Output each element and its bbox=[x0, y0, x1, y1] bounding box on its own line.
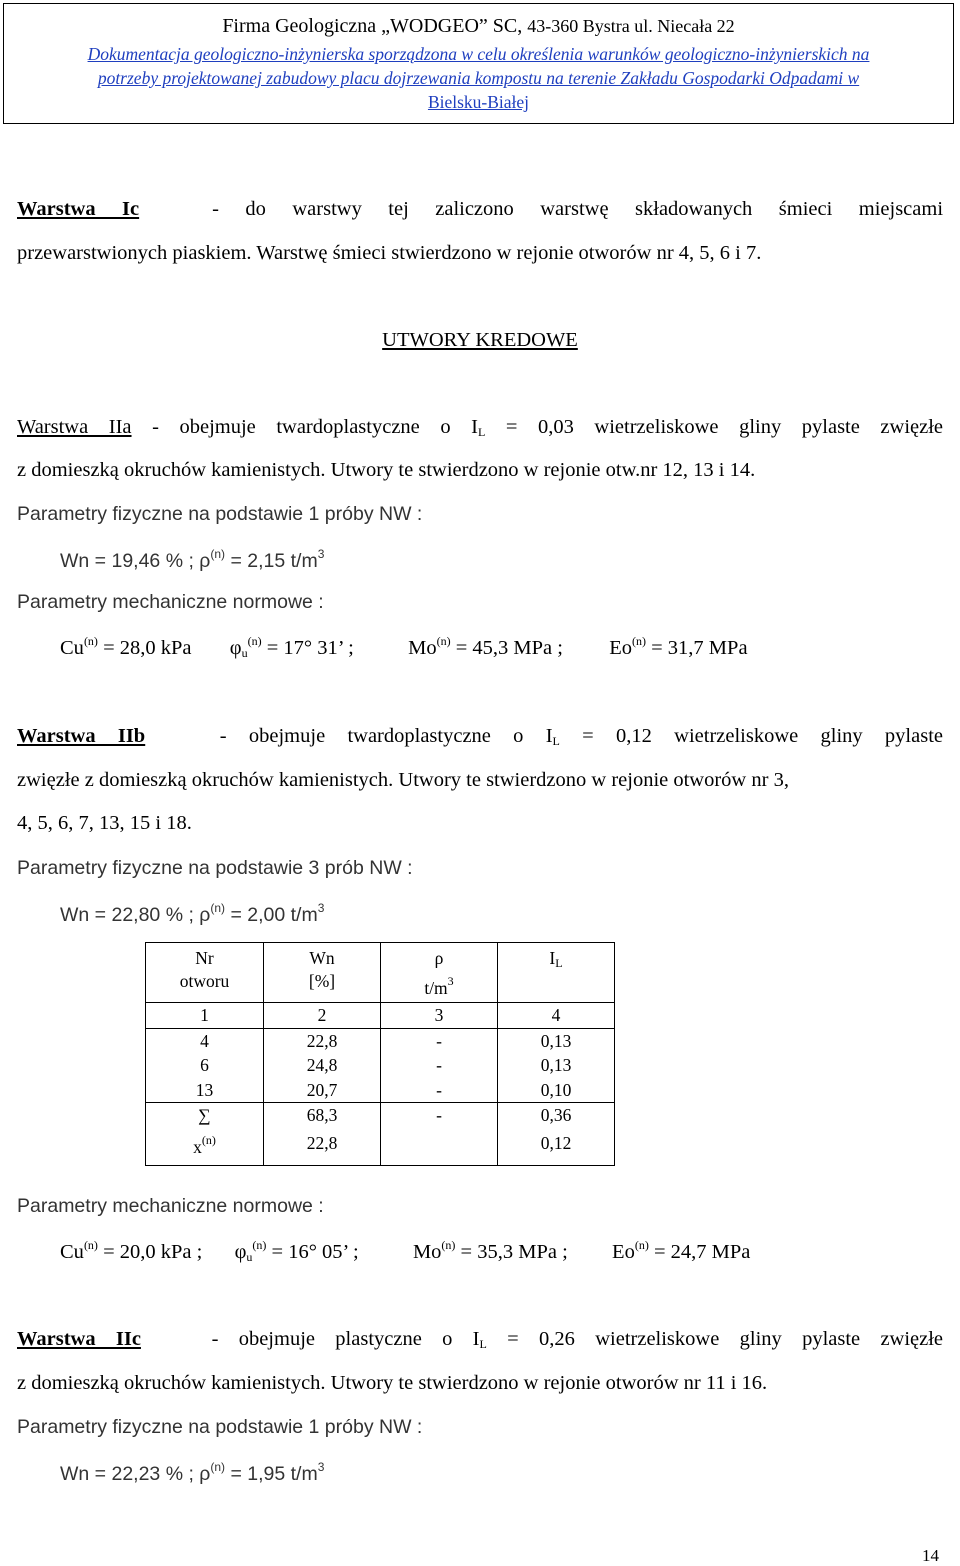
iia-phys-label: Parametry fizyczne na podstawie 1 próby NW : bbox=[17, 503, 423, 525]
header-wn: Wn [%] bbox=[264, 943, 381, 1003]
iib-rho-value: = 2,00 t/m bbox=[230, 904, 318, 926]
firm-address: 43-360 Bystra ul. Niecała 22 bbox=[527, 16, 735, 36]
ic-paragraph-line-2: przewarstwionych piaskiem. Warstwę śmieci stwierdzono w rejonie otworów nr 4, 5, 6 i 7. bbox=[17, 242, 762, 264]
iib-paragraph-line-2: zwięzłe z domieszką okruchów kamienistych. Utwory te stwierdzono w rejonie otworów nr 3, bbox=[17, 769, 789, 791]
iic-paragraph-line-2: z domieszką okruchów kamienistych. Utwory te stwierdzono w rejonie otworów nr 11 i 16. bbox=[17, 1372, 768, 1394]
iic-paragraph-line-1 bbox=[17, 1328, 943, 1352]
page-number: 14 bbox=[922, 1546, 939, 1565]
ic-paragraph-line-1 bbox=[17, 198, 943, 221]
iic-wn-rho bbox=[60, 1460, 324, 1486]
ic-text-1: - do warstwy tej zaliczono warstwę składowanych śmieci miejscami bbox=[212, 198, 944, 220]
iia-mech-params: Cu$^{(n)}$ = 28,0 kPa $\varphi_u^{(n)} = 17^\circ$ 31’ ; Mo$^{(n)}$ = 45,3 MPa ; Eo$^{(n)}$ = 31,7 MPa bbox=[60, 634, 748, 660]
table-cell: 22,8 bbox=[264, 1028, 381, 1053]
table-cell: 6 bbox=[146, 1053, 264, 1078]
iib-wn-rho bbox=[60, 901, 324, 927]
iic-rho-sup: (n) bbox=[210, 1460, 226, 1474]
iia-title: Warstwa IIa bbox=[17, 416, 132, 438]
header-rho: ρ $t/m^3$ bbox=[381, 943, 498, 1003]
iia-phi: φ bbox=[229, 637, 242, 659]
iic-text-post: = 0,26 wietrzeliskowe gliny pylaste zwięzłe bbox=[507, 1328, 944, 1350]
ic-title: Warstwa Ic bbox=[17, 198, 140, 220]
iia-eo: Eo bbox=[609, 637, 632, 659]
iia-rho-value: = 2,15 t/m bbox=[230, 550, 318, 572]
iic-title: Warstwa IIc bbox=[17, 1328, 141, 1350]
iib-paragraph-line-1 bbox=[17, 725, 943, 749]
iia-eo-value: = 31,7 MPa bbox=[651, 637, 748, 659]
table-cell: 0,10 bbox=[498, 1078, 615, 1103]
section-heading: UTWORY KREDOWE bbox=[382, 329, 578, 351]
iib-mo-sup: (n) bbox=[441, 1238, 456, 1252]
iia-wn-rho bbox=[60, 547, 324, 573]
index-cell: 3 bbox=[381, 1003, 498, 1029]
firm-title: Firma Geologiczna „WODGEO” SC, bbox=[222, 15, 523, 37]
table-cell: 0,13 bbox=[498, 1028, 615, 1053]
doc-title-line-2: potrzeby projektowanej zabudowy placu dojrzewania kompostu na terenie Zakładu Gospodarki Odpadami w bbox=[97, 68, 860, 88]
iic-sub-l: L bbox=[479, 1337, 487, 1351]
iib-eo-value: = 24,7 MPa bbox=[653, 1241, 751, 1263]
table-cell: - bbox=[381, 1078, 498, 1103]
table-cell: 0,12 bbox=[498, 1128, 615, 1166]
iib-wn: Wn = 22,80 % ; ρ bbox=[60, 904, 211, 926]
iia-sub-l: L bbox=[477, 425, 486, 439]
iia-paragraph-line-2: z domieszką okruchów kamienistych. Utwory te stwierdzono w rejonie otw.nr 12, 13 i 14. bbox=[17, 459, 756, 481]
table-cell: 22,8 bbox=[264, 1128, 381, 1166]
iib-cu-sup: (n) bbox=[83, 1238, 98, 1252]
iib-title: Warstwa IIb bbox=[17, 725, 146, 747]
header-borehole: Nr otworu bbox=[146, 943, 264, 1003]
iib-rho-unit-sup: 3 bbox=[317, 901, 325, 915]
table-cell: 0,36 bbox=[498, 1103, 615, 1128]
iib-eo-sup: (n) bbox=[634, 1238, 649, 1252]
table-cell: 20,7 bbox=[264, 1078, 381, 1103]
iib-cu: Cu bbox=[60, 1241, 84, 1263]
table-row bbox=[146, 1028, 615, 1053]
iib-eo: Eo bbox=[612, 1241, 635, 1263]
iia-text-pre: - obejmuje twardoplastyczne o I bbox=[152, 416, 478, 438]
document-header bbox=[3, 3, 954, 124]
table-mean-row bbox=[146, 1128, 615, 1166]
table-index-row bbox=[146, 1003, 615, 1029]
iia-wn: Wn = 19,46 % ; ρ bbox=[60, 550, 211, 572]
index-cell: 2 bbox=[264, 1003, 381, 1029]
iia-mo-sup: (n) bbox=[436, 634, 451, 648]
iib-paragraph-line-3: 4, 5, 6, 7, 13, 15 i 18. bbox=[17, 812, 192, 834]
iib-phi: φ bbox=[234, 1241, 247, 1263]
iic-wn: Wn = 22,23 % ; ρ bbox=[60, 1463, 211, 1485]
iib-text-pre: - obejmuje twardoplastyczne o I bbox=[219, 725, 553, 747]
iib-mo: Mo bbox=[412, 1241, 442, 1263]
iia-text-post: = 0,03 wietrzeliskowe gliny pylaste zwięzłe bbox=[505, 416, 944, 438]
table-row bbox=[146, 1078, 615, 1103]
iia-cu-sup: (n) bbox=[83, 634, 98, 648]
iib-mech-label: Parametry mechaniczne normowe : bbox=[17, 1195, 324, 1217]
iia-mo-value: = 45,3 MPa ; bbox=[455, 637, 563, 659]
table-cell: 24,8 bbox=[264, 1053, 381, 1078]
iic-text-pre: - obejmuje plastyczne o I bbox=[211, 1328, 480, 1350]
sum-symbol: ∑ bbox=[146, 1103, 264, 1128]
table-cell: 68,3 bbox=[264, 1103, 381, 1128]
iia-phi-value: = 17° 31’ ; bbox=[266, 637, 354, 659]
header-il: $I_L$ bbox=[498, 943, 615, 1003]
index-cell: 1 bbox=[146, 1003, 264, 1029]
iia-rho-unit-sup: 3 bbox=[317, 547, 325, 561]
firm-name bbox=[4, 14, 953, 38]
iia-paragraph-line-1 bbox=[17, 416, 943, 440]
iic-rho-value: = 1,95 t/m bbox=[230, 1463, 318, 1485]
table-header-row bbox=[146, 943, 615, 1003]
table-cell bbox=[381, 1128, 498, 1166]
iia-rho-sup: (n) bbox=[210, 547, 226, 561]
mean-symbol: $x^{(n)}$ bbox=[146, 1128, 264, 1166]
iic-phys-label: Parametry fizyczne na podstawie 1 próby NW : bbox=[17, 1416, 423, 1438]
iia-mech-label: Parametry mechaniczne normowe : bbox=[17, 591, 324, 613]
table-cell: - bbox=[381, 1103, 498, 1128]
index-cell: 4 bbox=[498, 1003, 615, 1029]
iib-text-post: = 0,12 wietrzeliskowe gliny pylaste bbox=[582, 725, 944, 747]
table-cell: - bbox=[381, 1053, 498, 1078]
iia-eo-sup: (n) bbox=[632, 634, 646, 648]
iib-phi-sup: (n) bbox=[252, 1238, 267, 1252]
table-cell: 0,13 bbox=[498, 1053, 615, 1078]
document-title bbox=[4, 42, 953, 114]
table-cell: - bbox=[381, 1028, 498, 1053]
table-cell: 13 bbox=[146, 1078, 264, 1103]
iia-cu-value: = 28,0 kPa bbox=[103, 637, 192, 659]
iia-mo: Mo bbox=[408, 637, 437, 659]
doc-title-line-1: Dokumentacja geologiczno-inżynierska sporządzona w celu określenia warunków geologiczno-inżynierskich na bbox=[87, 44, 870, 64]
table-sum-row bbox=[146, 1103, 615, 1128]
iib-phys-label: Parametry fizyczne na podstawie 3 prób NW : bbox=[17, 857, 413, 879]
iia-cu: Cu bbox=[60, 637, 84, 659]
iib-sub-l: L bbox=[552, 734, 560, 748]
doc-title-line-3: Bielsku-Białej bbox=[427, 92, 530, 112]
iib-mech-params: Cu$^{(n)}$ = 20,0 kPa ; $\varphi_u^{(n)} = 16^\circ$ 05’ ; Mo$^{(n)}$ = 35,3 MPa ; Eo$^{(n)}$ = 24,7 MPa bbox=[60, 1238, 751, 1264]
iib-data-table bbox=[145, 942, 615, 1166]
iic-rho-unit-sup: 3 bbox=[317, 1460, 325, 1474]
iia-phi-sup: (n) bbox=[247, 634, 262, 648]
table-row bbox=[146, 1053, 615, 1078]
table-cell: 4 bbox=[146, 1028, 264, 1053]
iib-cu-value: = 20,0 kPa ; bbox=[103, 1241, 203, 1263]
iib-phi-value: = 16° 05’ ; bbox=[271, 1241, 359, 1263]
iib-mo-value: = 35,3 MPa ; bbox=[460, 1241, 568, 1263]
iib-rho-sup: (n) bbox=[210, 901, 226, 915]
